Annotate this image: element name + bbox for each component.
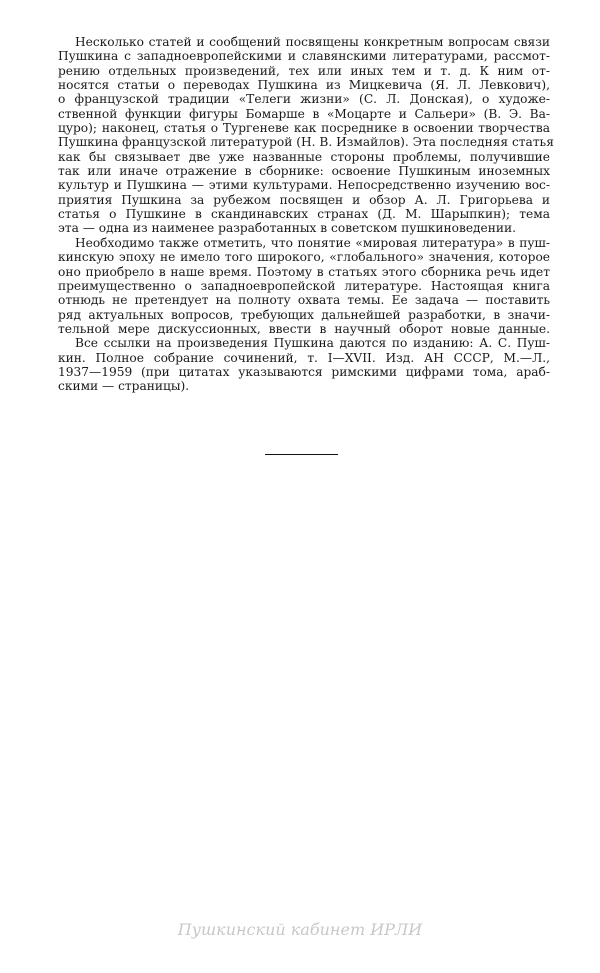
text-line: статья о Пушкине в скандинавских странах (Д. М. Шарыпкин); тема <box>58 207 550 222</box>
document-body <box>58 35 554 394</box>
text-line: носятся статьи о переводах Пушкина из Мицкевича (Я. Л. Левкович), <box>58 78 550 93</box>
text-line: отнюдь не претендует на полноту охвата темы. Ее задача — поставить <box>58 293 550 308</box>
text-line: приятия Пушкина за рубежом посвящен и обзор А. Л. Григорьева и <box>58 192 550 207</box>
text-line: тельной мере дискуссионных, ввести в научный оборот новые данные. <box>58 321 550 336</box>
text-line: эта — одна из наименее разработанных в советском пушкиноведении. <box>58 221 517 236</box>
text-line: скими — страницы). <box>58 379 190 394</box>
text-line: ственной функции фигуры Бомарше в «Моцарте и Сальери» (В. Э. Ва- <box>58 106 550 121</box>
paragraph-2 <box>58 236 550 336</box>
text-line: о французской традиции «Телеги жизни» (С. Л. Донская), о художе- <box>58 92 550 107</box>
text-line: Необходимо также отметить, что понятие «мировая литература» в пуш- <box>75 235 550 250</box>
paragraph-1 <box>58 35 554 236</box>
text-line: рению отдельных произведений, тех или иных тем и т. д. К ним от- <box>58 63 550 78</box>
text-line: кинскую эпоху не имело того широкого, «глобального» значения, которое <box>58 250 550 265</box>
text-line: так или иначе отражение в сборнике: освоение Пушкиным иноземных <box>58 164 550 179</box>
text-line: Несколько статей и сообщений посвящены конкретным вопросам связи <box>75 35 550 49</box>
watermark: Пушкинский кабинет ИРЛИ <box>177 920 423 939</box>
text-line: оно приобрело в наше время. Поэтому в статьях этого сборника речь идет <box>58 264 550 279</box>
section-divider-rule <box>265 454 338 455</box>
text-line: кин. Полное собрание сочинений, т. I—XVII. Изд. АН СССР, М.—Л., <box>58 350 550 365</box>
text-line: Пушкина с западноевропейскими и славянскими литературами, рассмот- <box>58 49 550 64</box>
text-line: ряд актуальных вопросов, требующих дальнейшей разработки, в значи- <box>58 307 550 322</box>
paragraph-3 <box>58 336 550 393</box>
text-line: преимущественно о западноевропейской литературе. Настоящая книга <box>58 278 550 293</box>
text-line: Пушкина французской литературой (Н. В. Измайлов). Эта последняя статья <box>58 135 554 150</box>
text-line: Все ссылки на произведения Пушкина даются по изданию: А. С. Пуш- <box>75 336 550 351</box>
text-line: как бы связывает две уже названные стороны проблемы, получившие <box>58 149 550 164</box>
text-line: 1937—1959 (при цитатах указываются римскими цифрами тома, араб- <box>58 364 550 379</box>
text-line: культур и Пушкина — этими культурами. Непосредственно изучению вос- <box>58 178 550 193</box>
text-line: цуро); наконец, статья о Тургеневе как посреднике в освоении творчества <box>58 121 550 136</box>
